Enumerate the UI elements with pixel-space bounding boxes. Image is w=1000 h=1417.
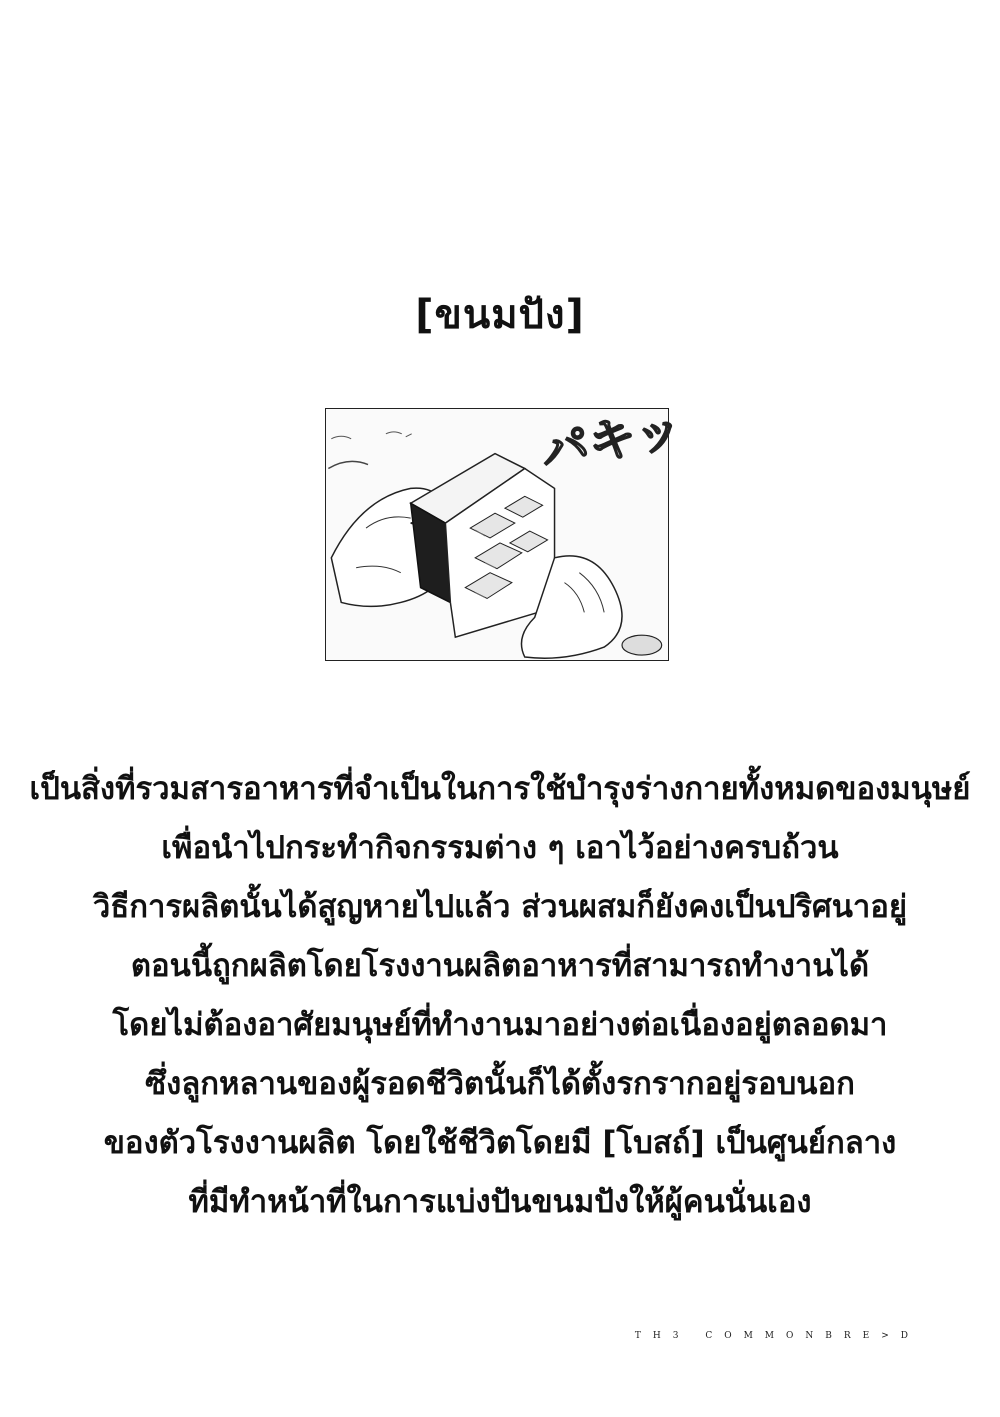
footer-credit: TH3 COMMONBRE>D [634, 1331, 920, 1341]
description-line: ของตัวโรงงานผลิต โดยใช้ชีวิตโดยมี [โบสถ์] เป็นศูนย์กลาง [103, 1125, 897, 1161]
description-line: วิธีการผลิตนั้นได้สูญหายไปแล้ว ส่วนผสมก็ยังคงเป็นปริศนาอยู่ [92, 889, 908, 925]
description-line: เพื่อนำไปกระทำกิจกรรมต่าง ๆ เอาไว้อย่างครบถ้วน [161, 830, 839, 866]
description-line: ที่มีทำหน้าที่ในการแบ่งปันขนมปังให้ผู้คนนั่นเอง [188, 1184, 812, 1220]
description-block [0, 760, 1000, 1232]
description-line: เป็นสิ่งที่รวมสารอาหารที่จำเป็นในการใช้บำรุงร่างกายทั้งหมดของมนุษย์ [29, 771, 971, 807]
page-title: [ขนมปัง] [415, 292, 585, 338]
sfx-text: パキッ [537, 401, 687, 481]
illustration-panel [325, 401, 687, 661]
bread-illustration [326, 401, 687, 660]
description-line: ตอนนี้ถูกผลิตโดยโรงงานผลิตอาหารที่สามารถทำงานได้ [130, 948, 870, 984]
description-line: โดยไม่ต้องอาศัยมนุษย์ที่ทำงานมาอย่างต่อเนื่องอยู่ตลอดมา [112, 1007, 888, 1043]
description-line: ซึ่งลูกหลานของผู้รอดชีวิตนั้นก็ได้ตั้งรกรากอยู่รอบนอก [145, 1066, 855, 1102]
